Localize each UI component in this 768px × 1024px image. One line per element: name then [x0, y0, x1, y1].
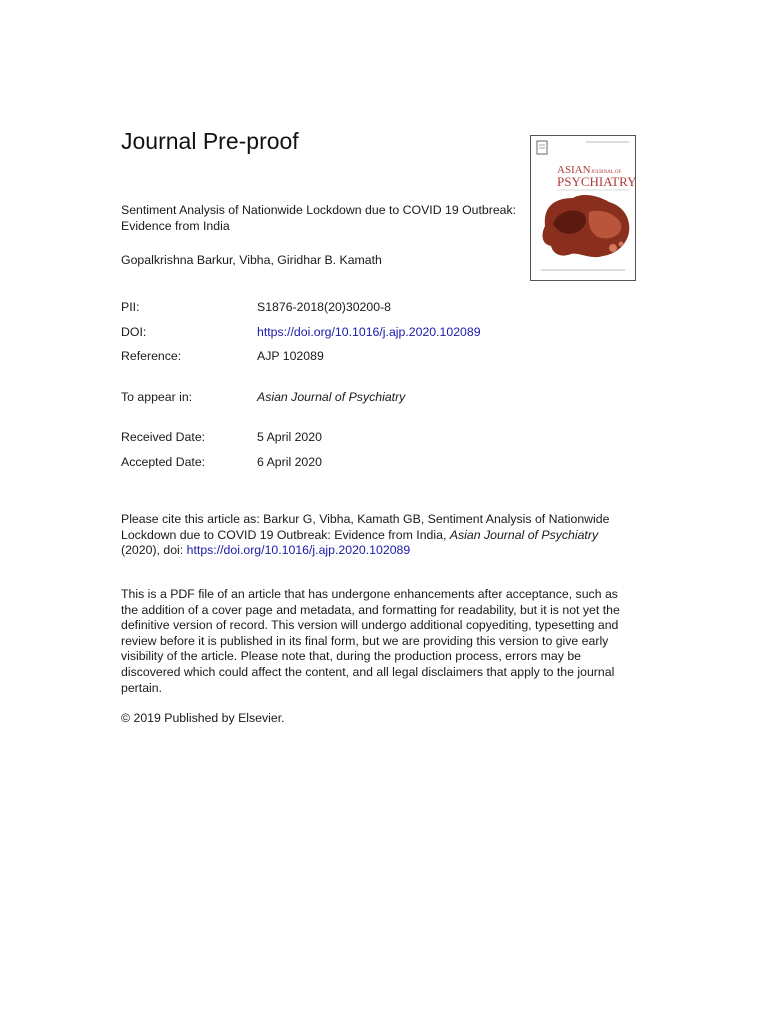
citation-year-doi: (2020), doi: — [121, 543, 184, 558]
citation-paragraph — [121, 512, 636, 559]
cover-brand-main: PSYCHIATRY — [557, 174, 635, 189]
disclaimer-paragraph: This is a PDF file of an article that has undergone enhancements after acceptance, such as the addition of a cover page and metadata, and formatting for readability, but it is not yet the definitive version of record. This version will undergo additional copyediting, typesetting and review before it is published in its final form, but we are providing this version to give early visibility of the article. Please note that, during the production process, errors may be discovered which could affect the content, and all legal disclaimers that apply to the journal pertain. — [121, 587, 620, 695]
citation-doi-link[interactable]: https://doi.org/10.1016/j.ajp.2020.102089 — [186, 543, 411, 558]
reference-label: Reference: — [121, 349, 182, 363]
doi-label: DOI: — [121, 325, 147, 339]
page-title: Journal Pre-proof — [121, 128, 299, 154]
reference-value: AJP 102089 — [257, 349, 324, 363]
pii-value: S1876-2018(20)30200-8 — [257, 300, 392, 314]
cover-brand-small: JOURNAL OF — [591, 170, 622, 175]
appear-label: To appear in: — [121, 390, 193, 404]
accepted-label: Accepted Date: — [121, 455, 206, 469]
received-value: 5 April 2020 — [257, 430, 322, 444]
doi-link[interactable]: https://doi.org/10.1016/j.ajp.2020.102089 — [257, 325, 481, 339]
copyright-notice: © 2019 Published by Elsevier. — [121, 711, 285, 725]
cover-brand-top: ASIAN — [557, 164, 591, 176]
appear-value: Asian Journal of Psychiatry — [257, 390, 406, 404]
received-label: Received Date: — [121, 430, 206, 444]
citation-journal: Asian Journal of Psychiatry — [449, 527, 599, 542]
publisher-logo-icon — [537, 141, 547, 154]
authors: Gopalkrishna Barkur, Vibha, Giridhar B. Kamath — [121, 253, 382, 267]
journal-cover-image — [530, 135, 636, 281]
accepted-value: 6 April 2020 — [257, 455, 322, 469]
article-title: Sentiment Analysis of Nationwide Lockdown due to COVID 19 Outbreak: Evidence from India — [121, 203, 517, 233]
cover-art — [531, 136, 635, 280]
citation-text: Please cite this article as: Barkur G, Vibha, Kamath GB, Sentiment Analysis of Nationwide Lockdown due to COVID 19 Outbreak: Evidence from India, — [121, 512, 610, 542]
pii-label: PII: — [121, 300, 140, 314]
